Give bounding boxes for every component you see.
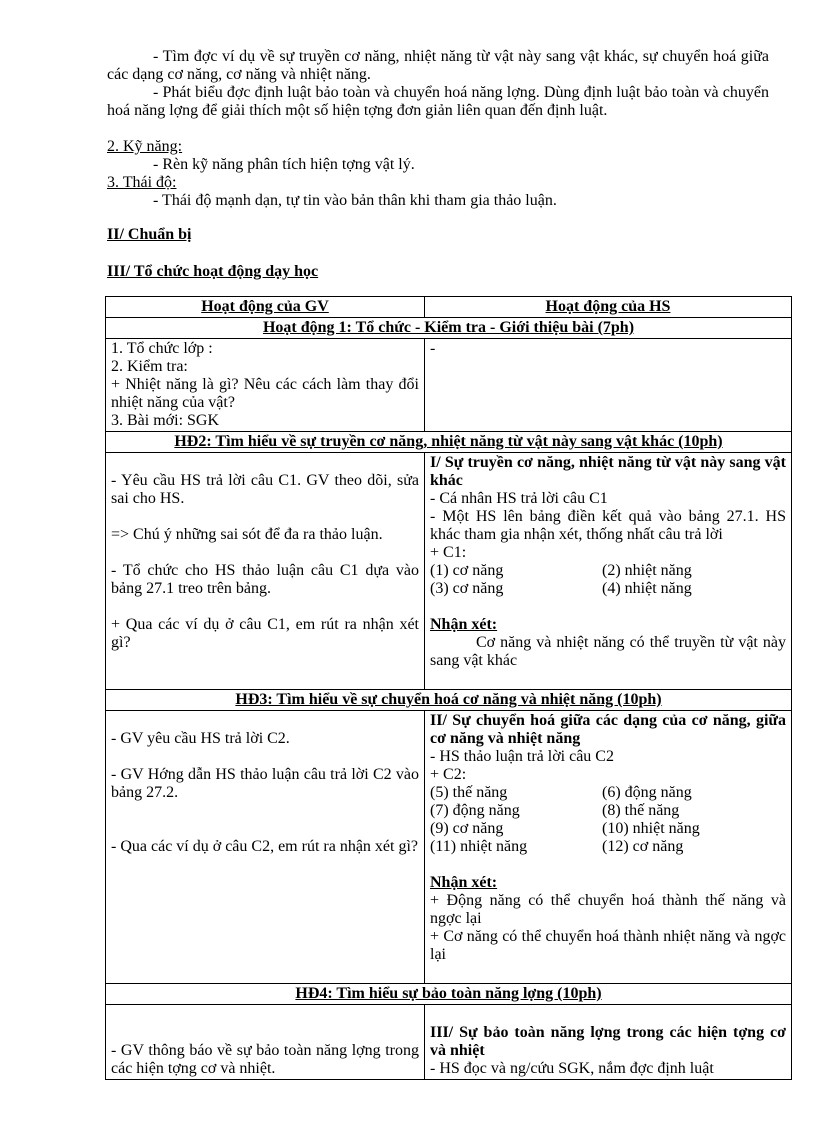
hd2-gv-text: + Qua các ví dụ ở câu C1, em rút ra nhận xét gì? — [111, 616, 419, 651]
objective-paragraph-1: - Tìm đợc ví dụ về sự truyền cơ năng, nhiệt năng từ vật này sang vật khác, sự chuyển hoá giữa các dạng cơ năng, cơ năng và nhiệt năng. — [107, 48, 769, 83]
c2-answer: (10) nhiệt năng — [602, 820, 700, 837]
hd4-hs-text: - HS đọc và ng/cứu SGK, nắm đợc định luật — [430, 1060, 714, 1077]
c1-answer: (3) cơ năng — [430, 580, 504, 597]
hd1-gv-line: 2. Kiểm tra: — [111, 358, 188, 375]
hd2-hs-text: - Một HS lên bảng điền kết quả vào bảng 27.1. HS khác tham gia nhận xét, thống nhất câu trả lời — [430, 508, 786, 543]
section-activities-heading: III/ Tổ chức hoạt động dạy học — [107, 263, 319, 280]
attitude-heading: 3. Thái độ: — [107, 174, 177, 191]
c2-answer: (9) cơ năng — [430, 820, 504, 837]
hd3-gv-text: - GV yêu cầu HS trả lời C2. — [111, 730, 290, 747]
skill-text: - Rèn kỹ năng phân tích hiện tợng vật lý. — [153, 156, 415, 173]
hd2-hs-cell — [425, 453, 792, 690]
hd3-hs-cell — [425, 711, 792, 984]
hd1-content-row — [106, 339, 792, 432]
hd1-gv-line: 1. Tổ chức lớp : — [111, 340, 213, 357]
c1-answer: (1) cơ năng — [430, 562, 504, 579]
hd2-gv-text: - Tổ chức cho HS thảo luận câu C1 dựa vào bảng 27.1 treo trên bảng. — [111, 562, 419, 597]
hd3-remark-label: Nhận xét: — [430, 874, 498, 891]
c1-answer: (4) nhiệt năng — [602, 580, 692, 597]
hd3-title-row — [106, 690, 792, 711]
skill-heading: 2. Kỹ năng: — [107, 138, 183, 155]
hd3-hs-text: - HS thảo luận trả lời câu C2 — [430, 748, 614, 765]
hd3-remark: + Động năng có thể chuyển hoá thành thế năng và ngợc lại — [430, 892, 786, 927]
c2-answer-row — [430, 784, 786, 802]
c2-answer: (11) nhiệt năng — [430, 838, 528, 855]
c2-answer: (8) thế năng — [602, 802, 680, 819]
hd4-title-row — [106, 984, 792, 1005]
c2-answer: (6) động năng — [602, 784, 692, 801]
hd3-content-row — [106, 711, 792, 984]
hd2-gv-cell — [106, 453, 425, 690]
table-header-row — [106, 297, 792, 318]
hd4-hs-heading: III/ Sự bảo toàn năng lợng trong các hiện tợng cơ và nhiệt — [430, 1024, 786, 1059]
column-header-gv: Hoạt động của GV — [106, 297, 425, 318]
hd2-hs-heading: I/ Sự truyền cơ năng, nhiệt năng từ vật này sang vật khác — [430, 454, 786, 489]
hd2-remark-label: Nhận xét: — [430, 616, 498, 633]
hd1-title-row — [106, 318, 792, 339]
c2-answer: (5) thế năng — [430, 784, 508, 801]
hd4-hs-cell — [425, 1005, 792, 1080]
hd2-remark: Cơ năng và nhiệt năng có thể truyền từ vật này sang vật khác — [430, 634, 786, 669]
hd2-title-row — [106, 432, 792, 453]
c2-answer-row — [430, 802, 786, 820]
c2-answer-row — [430, 820, 786, 838]
hd4-gv-cell — [106, 1005, 425, 1080]
hd3-hs-heading: II/ Sự chuyển hoá giữa các dạng của cơ năng, giữa cơ năng và nhiệt năng — [430, 712, 786, 747]
hd4-title: HĐ4: Tìm hiểu sự bảo toàn năng lợng (10ph) — [106, 984, 792, 1005]
column-header-hs: Hoạt động của HS — [425, 297, 792, 318]
attitude-text: - Thái độ mạnh dạn, tự tin vào bản thân khi tham gia thảo luận. — [153, 192, 557, 209]
hd3-gv-text: - GV Hớng dẫn HS thảo luận câu trả lời C2 vào bảng 27.2. — [111, 766, 419, 801]
c2-label: + C2: — [430, 766, 467, 783]
hd3-remark: + Cơ năng có thể chuyển hoá thành nhiệt năng và ngợc lại — [430, 928, 786, 963]
section-preparation-heading: II/ Chuẩn bị — [107, 226, 192, 243]
c1-answer-row — [430, 562, 786, 580]
c1-label: + C1: — [430, 544, 467, 561]
hd2-content-row — [106, 453, 792, 690]
hd3-gv-text: - Qua các ví dụ ở câu C2, em rút ra nhận xét gì? — [111, 838, 419, 855]
hd4-gv-text: - GV thông báo về sự bảo toàn năng lợng trong các hiện tợng cơ và nhiệt. — [111, 1042, 419, 1077]
hd3-gv-cell — [106, 711, 425, 984]
c2-answer: (12) cơ năng — [602, 838, 684, 855]
hd1-hs-text: - — [430, 340, 436, 357]
c2-answer: (7) động năng — [430, 802, 520, 819]
c1-answer: (2) nhiệt năng — [602, 562, 692, 579]
c2-answer-row — [430, 838, 786, 856]
hd2-gv-text: => Chú ý những sai sót để đa ra thảo luận. — [111, 526, 383, 543]
hd1-gv-line: 3. Bài mới: SGK — [111, 412, 220, 429]
lesson-activity-table — [105, 296, 792, 1080]
hd2-title: HĐ2: Tìm hiểu về sự truyền cơ năng, nhiệt năng từ vật này sang vật khác (10ph) — [106, 432, 792, 453]
hd4-content-row — [106, 1005, 792, 1080]
hd1-gv-cell — [106, 339, 425, 432]
hd1-gv-line: + Nhiệt năng là gì? Nêu các cách làm thay đổi nhiệt năng của vật? — [111, 376, 419, 411]
hd1-title: Hoạt động 1: Tổ chức - Kiểm tra - Giới thiệu bài (7ph) — [106, 318, 792, 339]
c1-answer-row — [430, 580, 786, 598]
hd1-hs-cell — [425, 339, 792, 432]
hd2-hs-text: - Cá nhân HS trả lời câu C1 — [430, 490, 608, 507]
objective-paragraph-2: - Phát biểu đợc định luật bảo toàn và chuyển hoá năng lợng. Dùng định luật bảo toàn và chuyển hoá năng lợng để giải thích một số hiện tợng đơn giản liên quan đến định luật. — [107, 84, 769, 119]
hd2-gv-text: - Yêu cầu HS trả lời câu C1. GV theo dõi, sửa sai cho HS. — [111, 472, 419, 507]
hd3-title: HĐ3: Tìm hiểu về sự chuyển hoá cơ năng và nhiệt năng (10ph) — [106, 690, 792, 711]
